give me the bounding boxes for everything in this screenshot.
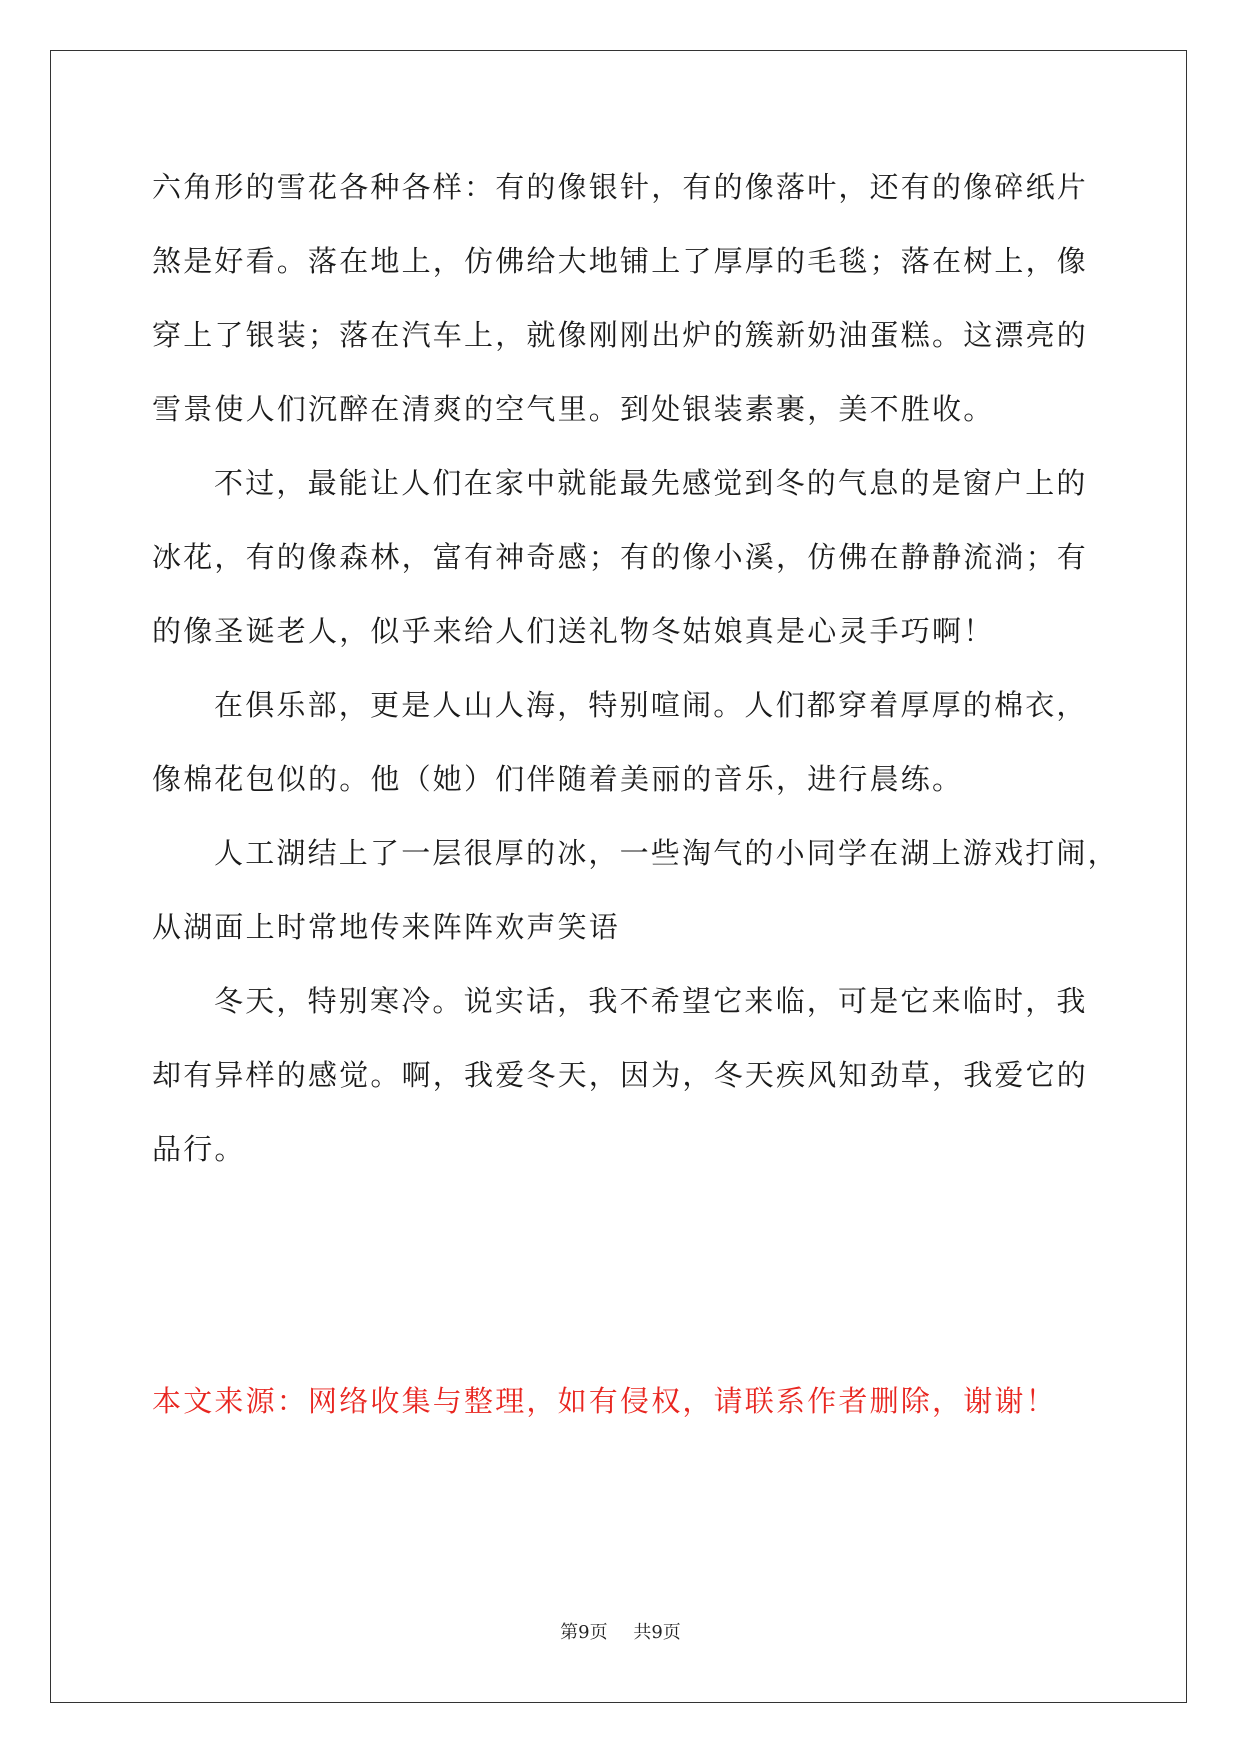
text-line: 在俱乐部，更是人山人海，特别喧闹。人们都穿着厚厚的棉衣， xyxy=(214,688,1088,722)
text-line: 六角形的雪花各种各样：有的像银针，有的像落叶，还有的像碎纸片 xyxy=(152,170,1089,204)
text-line: 冰花，有的像森林，富有神奇感；有的像小溪，仿佛在静静流淌；有 xyxy=(152,540,1089,574)
text-line: 从湖面上时常地传来阵阵欢声笑语 xyxy=(152,910,621,944)
text-line: 品行。 xyxy=(152,1132,246,1166)
page-footer xyxy=(0,1622,1241,1644)
text-line: 人工湖结上了一层很厚的冰，一些淘气的小同学在湖上游戏打闹， xyxy=(214,836,1119,870)
text-line: 却有异样的感觉。啊，我爱冬天，因为，冬天疾风知劲草，我爱它的 xyxy=(152,1058,1089,1092)
text-line: 不过，最能让人们在家中就能最先感觉到冬的气息的是窗户上的 xyxy=(214,466,1088,500)
text-line: 冬天，特别寒冷。说实话，我不希望它来临，可是它来临时，我 xyxy=(214,984,1088,1018)
text-line: 像棉花包似的。他（她）们伴随着美丽的音乐，进行晨练。 xyxy=(152,762,964,796)
source-note: 本文来源：网络收集与整理，如有侵权，请联系作者删除，谢谢！ xyxy=(152,1384,1057,1418)
page-number: 第9页 xyxy=(560,1622,608,1643)
text-line: 雪景使人们沉醉在清爽的空气里。到处银装素裹，美不胜收。 xyxy=(152,392,995,426)
text-line: 的像圣诞老人，似乎来给人们送礼物冬姑娘真是心灵手巧啊！ xyxy=(152,614,995,648)
text-line: 穿上了银装；落在汽车上，就像刚刚出炉的簇新奶油蛋糕。这漂亮的 xyxy=(152,318,1089,352)
page-frame xyxy=(50,50,1187,1703)
text-line: 煞是好看。落在地上，仿佛给大地铺上了厚厚的毛毯；落在树上，像 xyxy=(152,244,1089,278)
page-total: 共9页 xyxy=(633,1622,681,1643)
